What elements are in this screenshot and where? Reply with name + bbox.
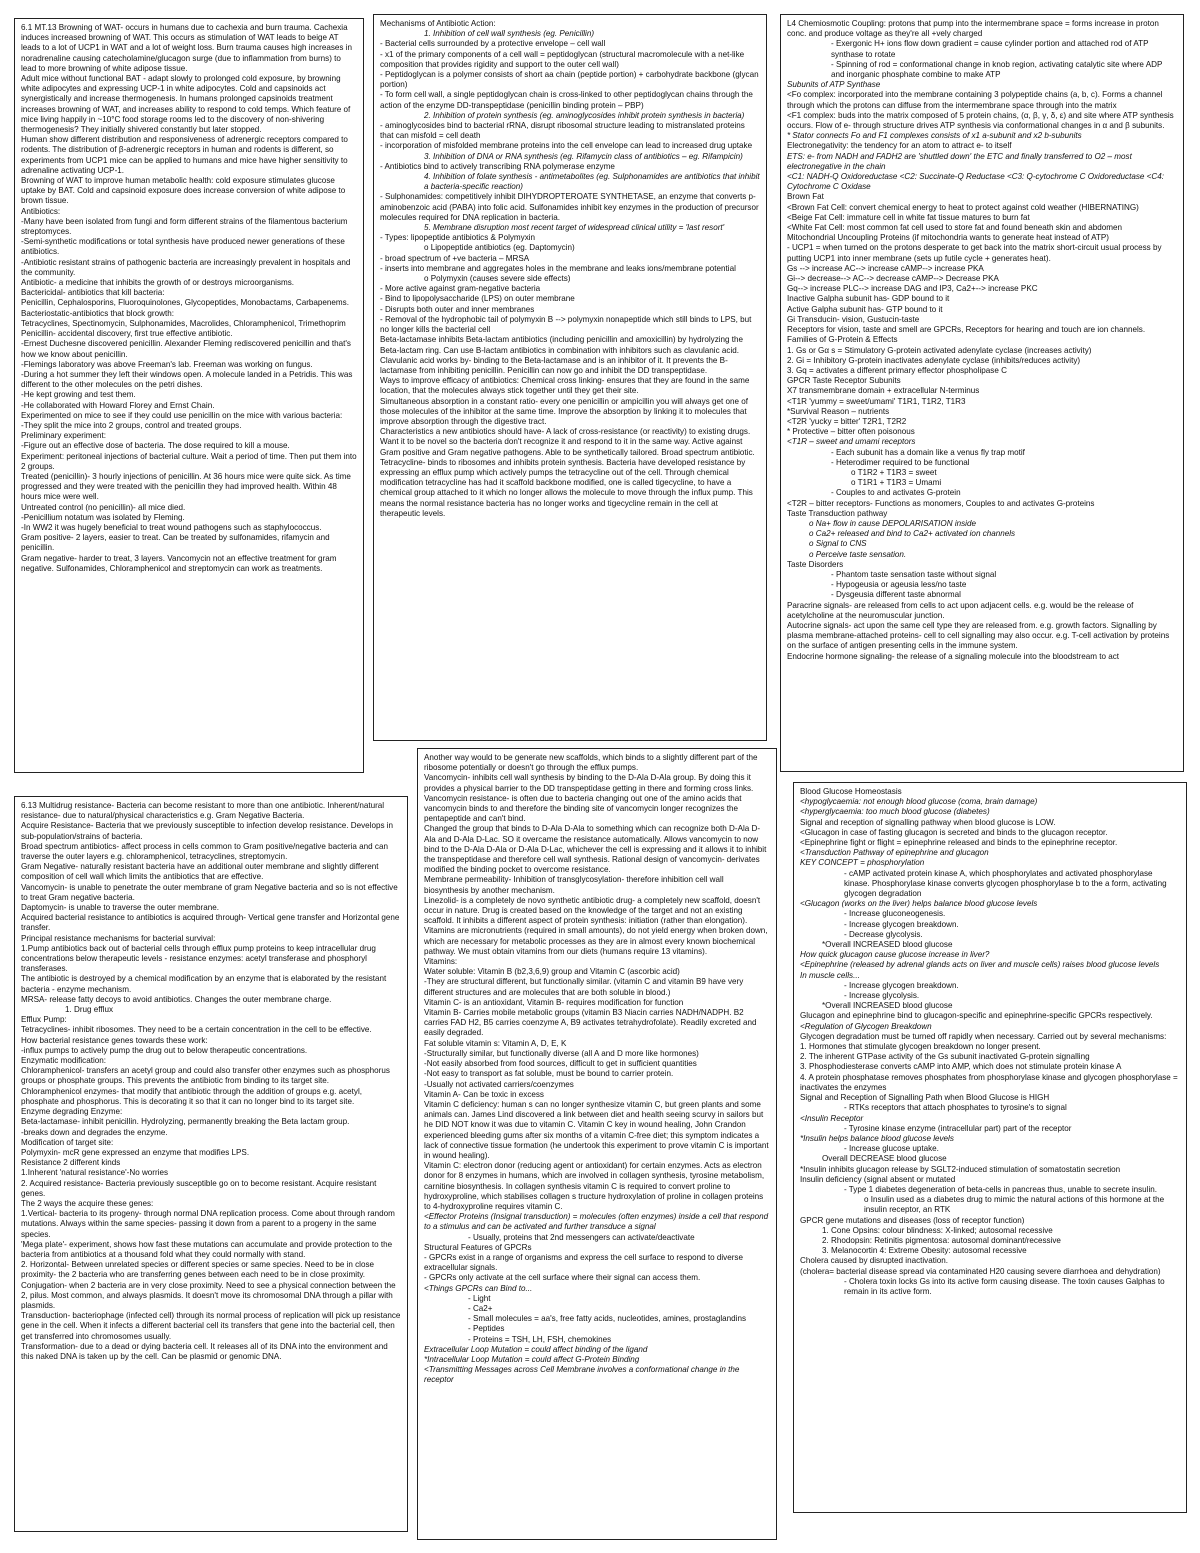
note-line: Gs --> increase AC--> increase cAMP--> increase PKA [787, 263, 984, 273]
note-line: - Increase glycolysis. [844, 991, 920, 1001]
note-line: Characteristics a new antibiotics should have- A lack of cross-resistance (or reactivity) to existing drugs. Want it to be novel so the bacteria don't recognize it and respond to it in the same way. Active against Gram positive and Gram negative pathogens. Able to be synthetically tailored. Broad spectrum antibiotic. [380, 427, 755, 457]
note-line: Transformation- due to a dead or dying bacteria cell. It releases all of its DNA into the environment and this naked DNA is taken up by the cell. Can be plasmid or genomic DNA. [21, 1341, 388, 1361]
notes-box-antibiotics-browning [14, 18, 364, 773]
note-line: Enzymatic modification: [21, 1056, 107, 1066]
note-line: - Increase glucose uptake. [844, 1144, 939, 1154]
note-line: <Regulation of Glycogen Breakdown [800, 1021, 932, 1031]
notes-box-chemiosmotic-gpcr [780, 14, 1184, 772]
note-line: <Glucagon in case of fasting glucagon is secreted and binds to the glucagon receptor. [800, 827, 1108, 837]
note-line: -Flemings laboratory was above Freeman's lab. Freeman was working on fungus. [21, 359, 313, 369]
note-line: - Small molecules = aa's, free fatty acids, nucleotides, amines, prostaglandins [468, 1314, 746, 1324]
note-line: - GPCRs exist in a range of organisms and express the cell surface to respond to diverse extracellular signals. [424, 1252, 743, 1273]
note-line: -breaks down and degrades the enzyme. [21, 1127, 168, 1137]
note-line: The antibiotic is destroyed by a chemical modification by an enzyme that is elaborated by the resistant bacteria - enzyme mechanism. [21, 974, 387, 994]
note-line: In muscle cells... [800, 970, 860, 980]
note-line: 2. Inhibition of protein synthesis (eg. aminoglycosides inhibit protein synthesis in bacteria) [424, 110, 745, 120]
note-line: Vitamins: [424, 957, 458, 967]
note-line: 4. A protein phosphatase removes phosphates from phosphorylase kinase and glycogen phosphorylase = inactivates the enzymes [800, 1072, 1178, 1092]
note-line: Principal resistance mechanisms for bacterial survival: [21, 933, 216, 943]
note-line: Vitamin A- Can be toxic in excess [424, 1089, 544, 1099]
note-line: Linezolid- is a completely de novo synthetic antibiotic drug- a completely new scaffold, doesn't occur in nature. Drug is created based on the knowledge of the target and not an existing scaffold. It inhibits a different aspect of protein synthesis: initiation (rather than elongation). [424, 895, 761, 926]
note-line: Tetracycline- binds to ribosomes and inhibits protein synthesis. Bacteria have developed resistance by expressing an efflux pump which actively pumps the tetracycline out of the cell. Through chemical modification tetracycline has had it scaffold backbone modified, one is called tigecycline, to have a chemical group attached to it which no longer allows the molecule to move through the influx pump. This means the normal resistance bacteria has no longer works and tigecycline remain in the cell at therapeutic levels. [380, 457, 753, 518]
note-line: o Lipopeptide antibiotics (eg. Daptomycin) [424, 243, 575, 253]
note-line: -He collaborated with Howard Florey and Ernst Chain. [21, 400, 215, 410]
note-line: - aminoglycosides bind to bacterial rRNA, disrupt ribosomal structure leading to mistranslated proteins that can misfold = cell death [380, 121, 745, 141]
note-line: Conjugation- when 2 bacteria are in very close proximity. Need to see a physical connection between the 2, pilus. Most common, and always plasmids. It doesn't move its chromosomal DNA through a pillar with plasmids. [21, 1280, 396, 1310]
note-line: 3. Gq = activates a different primary effector phospholipase C [787, 365, 1007, 375]
note-line: 1.Vertical- bacteria to its progeny- through normal DNA replication process. Come about through random mutations. Always within the same species- passing it down from a parent to a progeny in the same species. [21, 1209, 395, 1239]
note-line: Vancomycin- inhibits cell wall synthesis by binding to the D-Ala D-Ala group. By doing this it provides a physical barrier to the DD transpeptidase getting in there and forming cross links. [424, 773, 754, 793]
note-line: * Stator connects Fo and F1 complexes consists of x1 a-subunit and x2 b-subunits [787, 131, 1082, 141]
note-line: -influx pumps to actively pump the drug out to below therapeutic concentrations. [21, 1045, 308, 1055]
note-line: -He kept growing and test them. [21, 390, 136, 400]
box-content [787, 19, 1177, 662]
note-line: Insulin deficiency (signal absent or mutated [800, 1174, 956, 1184]
note-line: Extracellular Loop Mutation = could affect binding of the ligand [424, 1344, 648, 1354]
note-line: -Antibiotic resistant strains of pathogenic bacteria are increasingly prevalent in hospitals and the community. [21, 257, 351, 277]
note-line: - To form cell wall, a single peptidoglycan chain is cross-linked to other peptidoglycan chains through the action of the enzyme DD-transpeptidase (penicillin binding protein – PBP) [380, 90, 753, 110]
note-line: Experiment: peritoneal injections of bacterial culture. Wait a period of time. Then put them into 2 groups. [21, 451, 357, 471]
note-line: Human show different distribution and responsiveness of adrenergic receptors compared to rodents. The distribution of β-adrenergic receptors in human and rodents is different, so experiments from UCP1 mice can be applied to humans and mice have higher sensitivity to adrenaline activating UCP-1. [21, 135, 348, 175]
note-line: - Spinning of rod = conformational change in knob region, activating catalytic site where ADP and inorganic phosphate combine to make ATP [831, 59, 1163, 80]
note-line: - Type 1 diabetes degeneration of beta-cells in pancreas thus, unable to secrete insulin. [844, 1184, 1158, 1194]
note-line: - Ca2+ [468, 1303, 493, 1313]
note-line: Transduction- bacteriophage (infected cell) through its normal process of replication will pick up resistance gene in the cell. When it infects a different bacterial cell its transfers that gene into the bacterial cell, then get transferred into chromosomes usually. [21, 1311, 401, 1341]
note-line: Gq--> increase PLC--> increase DAG and IP3, Ca2+--> increase PKC [787, 284, 1038, 294]
note-line: Mechanisms of Antibiotic Action: [380, 19, 496, 28]
note-line: Beta-lactamase- inhibit penicillin. Hydrolyzing, permanently breaking the Beta lactam group. [21, 1117, 350, 1127]
note-line: Tetracyclines, Spectinomycin, Sulphonamides, Macrolides, Chloramphenicol, Trimethoprim [21, 318, 346, 328]
note-line: 1. Drug efflux [65, 1005, 113, 1015]
note-line: - Hypogeusia or ageusia less/no taste [831, 580, 967, 590]
note-line: <Fo complex: incorporated into the membrane containing 3 polypeptide chains (a, b, c). Forms a channel through which the protons can diffuse from the intermembrane space through into the matrix [787, 90, 1163, 110]
note-line: 3. Phosphodiesterase converts cAMP into AMP, which does not stimulate protein kinase A [800, 1062, 1122, 1072]
note-line: Polymyxin- mcR gene expressed an enzyme that modifies LPS. [21, 1147, 250, 1157]
note-line: -In WW2 it was hugely beneficial to treat wound pathogens such as staphylococcus. [21, 522, 322, 532]
note-line: <hypoglycaemia: not enough blood glucose (coma, brain damage) [800, 797, 1038, 807]
note-line: <Transmitting Messages across Cell Membrane involves a conformational change in the receptor [424, 1365, 740, 1385]
note-line: 6.13 Multidrug resistance- Bacteria can become resistant to more than one antibiotic. Inherent/natural resistance- due to natural/physical characteristics e.g. Gram Negative Bacteria. [21, 801, 385, 821]
note-line: - incorporation of misfolded membrane proteins into the cell envelope can lead to increased drug uptake [380, 141, 753, 151]
note-line: Ways to improve efficacy of antibiotics: Chemical cross linking- ensures that they are found in the same location, that the molecules always stick together until they get their site. [380, 376, 750, 396]
note-line: - Usually, proteins that 2nd messengers can activate/deactivate [468, 1232, 695, 1242]
box-content [424, 753, 770, 1386]
note-line: <T2R – bitter receptors- Functions as monomers, Couples to and activates G-proteins [787, 498, 1095, 508]
note-line: Bactericidal- antibiotics that kill bacteria: [21, 288, 165, 298]
note-line: 1. Cone Opsins: colour blindness: X-linked; autosomal recessive [822, 1225, 1053, 1235]
note-line: *Insulin inhibits glucagon release by SGLT2-induced stimulation of somatostatin secretion [800, 1164, 1121, 1174]
note-line: - Bacterial cells surrounded by a protective envelope – cell wall [380, 39, 606, 49]
note-line: <T1R 'yummy = sweet/umami' T1R1, T1R2, T1R3 [787, 396, 966, 406]
note-line: - Increase glycogen breakdown. [844, 980, 959, 990]
note-line: 1.Inherent 'natural resistance'-No worries [21, 1168, 169, 1178]
note-line: Bacteriostatic-antibiotics that block growth: [21, 308, 174, 318]
note-line: Changed the group that binds to D-Ala D-Ala to something which can recognize both D-Ala D-Ala and D-Ala D-Lac. SO it overcame the resistance automatically. Allows vancomycin to now bind to the D-Ala D-Ala or D-Ala D-Lac, whichever the cell is expressing and it allows it to inhibit the transpeptidase and therefore cell wall synthesis. Rational design of vancomycin- derivates modified the binding pocket to overcome resistance. [424, 824, 767, 875]
note-line: <Beige Fat Cell: immature cell in white fat tissue matures to burn fat [787, 212, 1030, 222]
note-line: *Survival Reason – nutrients [787, 406, 890, 416]
note-line: Daptomycin- is unable to traverse the outer membrane. [21, 903, 219, 913]
note-line: - RTKs receptors that attach phosphates to tyrosine's to signal [844, 1103, 1067, 1113]
note-line: Preliminary experiment: [21, 431, 107, 441]
note-line: Gram Negative- naturally resistant bacteria have an additional outer membrane and slightly different composition of cell wall which limits the antibiotics that are effective. [21, 862, 379, 882]
note-line: *Insulin helps balance blood glucose levels [800, 1133, 954, 1143]
note-line: 1.Pump antibiotics back out of bacterial cells through efflux pump proteins to keep intracellular drug concentrations below therapeutic levels - resistance enzymes: acetyl transferase and phosphoryl transferases. [21, 943, 376, 974]
note-line: <Insulin Receptor [800, 1113, 864, 1123]
note-line: Vitamins are micronutrients (required in small amounts), do not yield energy when broken down, which are necessary for metabolic processes as they are in almost every known biochemical pathway. We must obtain vitamins from our diets (humans require 13 vitamins). [424, 926, 768, 956]
note-line: - Increase glycogen breakdown. [844, 919, 959, 929]
note-line: - Bind to lipopolysaccharide (LPS) on outer membrane [380, 294, 575, 304]
note-line: Browning of WAT to improve human metabolic health: cold exposure stimulates glucose uptake by BAT. Cold and capsinoid exposure does increase conversion of white adipose to brown tissue. [21, 176, 346, 206]
note-line: 1. Gs or Gα s = Stimulatory G-protein activated adenylate cyclase (increases activity) [787, 345, 1092, 355]
note-line: The 2 ways the acquire these genes: [21, 1198, 154, 1208]
note-line: -Not easy to transport as fat soluble, must be bound to carrier protein. [424, 1069, 674, 1079]
note-line: Taste Disorders [787, 559, 844, 569]
note-line: o T1R2 + T1R3 = sweet [851, 467, 937, 477]
note-line: GPCR gene mutations and diseases (loss of receptor function) [800, 1215, 1025, 1225]
note-line: 2. The inherent GTPase activity of the Gs subunit inactivated G-protein signalling [800, 1052, 1090, 1062]
note-line: o Na+ flow in cause DEPOLARISATION inside [809, 518, 976, 528]
note-line: Chloramphenicol enzymes- that modify that antibiotic through the addition of groups e.g. acetyl, phosphate and phosphorus. This is decorating it so that it can no longer bind to its target site. [21, 1086, 363, 1106]
note-line: - Sulphonamides: competitively inhibit DIHYDROPTEROATE SYNTHETASE, an enzyme that converts p-aminobenzoic acid (PABA) into folic acid. Sulfonamides inhibit key enzymes in the production of precursor molecules required for DNA replication in bacteria. [380, 192, 759, 222]
note-line: KEY CONCEPT = phosphorylation [800, 858, 925, 868]
note-line: Taste Transduction pathway [787, 508, 888, 518]
note-line: Fat soluble vitamin s: Vitamin A, D, E, K [424, 1038, 567, 1048]
note-line: Overall DECREASE blood glucose [822, 1154, 947, 1164]
note-line: 3. Inhibition of DNA or RNA synthesis (eg. Rifamycin class of antibiotics – eg. Rifampicin) [424, 151, 743, 161]
note-line: -They are structural different, but functionally similar. (vitamin C and vitamin B9 have very different structures and are molecules that are both soluble in blood.) [424, 977, 744, 997]
note-line: - Couples to and activates G-protein [831, 488, 961, 498]
note-line: o Signal to CNS [809, 539, 867, 549]
note-line: - Decrease glycolysis. [844, 929, 923, 939]
note-line: - More active against gram-negative bacteria [380, 284, 541, 294]
note-line: 'Mega plate'- experiment, shows how fast these mutations can accumulate and provide protection to the bacteria from antibiotics at a thousand fold what they could normally with stand. [21, 1239, 393, 1259]
note-line: Adult mice without functional BAT - adapt slowly to prolonged cold exposure, by browning white adipocytes and expressing UCP-1 in white adipocytes. Cold and capsinoids act synergistically and increase thermogenesis. In humans prolonged capsinoids treatment increases browning of WAT, and increases ability to respond to cold temps. Which feature of mice living happily in ~10°C food storage rooms led to the discovery of non-shivering thermogenesis? They initially shivered constantly but later stopped. [21, 74, 351, 135]
note-line: Acquire Resistance- Bacteria that we previously susceptible to infection develop resistance. Develops in sub-population/strains of bacteria. [21, 821, 394, 841]
note-line: Gi Transducin- vision, Gustucin-taste [787, 314, 920, 324]
note-line: Signal and reception of signalling pathway when blood glucose is LOW. [800, 817, 1056, 827]
note-line: <Things GPCRs can Bind to... [424, 1283, 533, 1293]
note-line: 2. Rhodopsin: Retinitis pigmentosa: autosomal dominant/recessive [822, 1235, 1061, 1245]
note-line: - Disrupts both outer and inner membranes [380, 304, 535, 314]
notes-box-multidrug-resistance [14, 796, 408, 1532]
note-line: Vitamin C: electron donor (reducing agent or antioxidant) for certain enzymes. Acts as electron donor for 8 enzymes in humans, which are involved in collagen synthesis, tyrosine metabolism, carnitine biosynthesis. In collagen synthesis vitamin C is required to convert proline to hydroxyproline, which stabilises collagen s tructure hydroxylation of proline in collagen proteins to 4-hydroxyproline requires vitamin C. [424, 1161, 765, 1211]
note-line: Active Galpha subunit has- GTP bound to it [787, 304, 943, 314]
note-line: 1. Inhibition of cell wall synthesis (eg. Penicillin) [424, 29, 595, 39]
note-line: - x1 of the primary components of a cell wall = peptidoglycan (structural macromolecule with a net-like composition that provides rigidity and support to the outer cell wall) [380, 49, 745, 69]
note-line: <Glucagon (works on the liver) helps balance blood glucose levels [800, 899, 1038, 909]
box-content [21, 801, 401, 1362]
note-line: - GPCRs only activate at the cell surface where their signal can access them. [424, 1273, 701, 1283]
note-line: - inserts into membrane and aggregates holes in the membrane and leaks ions/membrane potential [380, 263, 736, 273]
note-line: Treated (penicillin)- 3 hourly injections of penicillin. At 36 hours mice were quite sick. As time progressed and they were treated with the penicillin they had improved health. Within 48 hours mice were well. [21, 471, 351, 502]
note-line: o Ca2+ released and bind to Ca2+ activated ion channels [809, 529, 1016, 539]
note-line: X7 transmembrane domain + extracellular N-terminus [787, 386, 980, 396]
note-line: Experimented on mice to see if they could use penicillin on the mice with various bacteria: [21, 410, 343, 420]
note-line: <Epinephrine fight or flight = epinephrine released and binds to the epinephrine receptor. [800, 838, 1118, 848]
note-line: - broad spectrum of +ve bacteria – MRSA [380, 253, 530, 263]
note-line: -Ernest Duchesne discovered penicillin. Alexander Fleming rediscovered penicillin and that's how we know about penicillin. [21, 339, 351, 359]
note-line: Beta-lactamase inhibits Beta-lactam antibiotics (including penicillin and amoxicillin) by hydrolyzing the Beta-lactam ring. Can use B-lactam antibiotics in combination with inhibitors such as clavulanic acid. [380, 335, 744, 355]
note-line: o Insulin used as a diabetes drug to mimic the natural actions of this hormone at the insulin receptor, an RTK [864, 1195, 1165, 1215]
box-content [800, 787, 1180, 1297]
note-line: - Exergonic H+ ions flow down gradient = cause cylinder portion and attached rod of ATP synthase to rotate [831, 39, 1149, 59]
note-line: Untreated control (no penicillin)- all mice died. [21, 502, 186, 512]
note-line: - Each subunit has a domain like a venus fly trap motif [831, 447, 1025, 457]
note-line: Mitochondrial Uncoupling Proteins (if mitochondria wants to generate heat instead of ATP) [787, 233, 1109, 243]
note-line: How quick glucagon cause glucose increase in liver? [800, 950, 990, 960]
note-line: <T2R 'yucky = bitter' T2R1, T2R2 [787, 416, 907, 426]
note-line: 2. Acquired resistance- Bacteria previously susceptible go on to become resistant. Acquire resistant genes. [21, 1178, 377, 1198]
note-line: Vancomycin resistance- is often due to bacteria changing out one of the amino acids that vancomycin binds to and therefore the binding site of vancomycin longer recognizes the pentapeptide and can't bind. [424, 793, 742, 824]
note-line: Simultaneous absorption in a constant ratio- every one penicillin or ampicillin you will always get one of those molecules of the inhibitor at the same time. Improve the absorption by linking it to molecules that improve absorption through the digestive tract. [380, 396, 749, 426]
note-line: Receptors for vision, taste and smell are GPCRs, Receptors for hearing and touch are ion channels. Families of G-Protein & Effects [787, 325, 1146, 345]
note-line: Inactive Galpha subunit has- GDP bound to it [787, 294, 950, 304]
note-line: Endocrine hormone signaling- the release of a signaling molecule into the bloodstream to act [787, 651, 1120, 661]
note-line: Vancomycin- is unable to penetrate the outer membrane of gram Negative bacteria and so is not effective to treat Gram negative bacteria. [21, 882, 398, 902]
note-line: * Protective – bitter often poisonous [787, 427, 915, 437]
note-line: <hyperglycaemia: too much blood glucose (diabetes) [800, 807, 990, 817]
notes-box-vancomycin-vitamins [417, 748, 777, 1540]
note-line: *Intracellular Loop Mutation = could affect G-Protein Binding [424, 1354, 640, 1364]
note-line: Antibiotics: [21, 206, 61, 216]
note-line: o T1R1 + T1R3 = Umami [851, 478, 942, 488]
note-line: Brown Fat [787, 192, 824, 202]
note-line: (cholera= bacterial disease spread via contaminated H20 causing severe diarrhoea and dehydration) [800, 1266, 1161, 1276]
note-line: -Penicillium notatum was isolated by Fleming. [21, 512, 185, 522]
note-line: *Overall INCREASED blood glucose [822, 1001, 953, 1011]
note-line: - Types: lipopeptide antibiotics & Polymyxin [380, 233, 536, 243]
box-content [21, 23, 357, 574]
note-line: -Structurally similar, but functionally diverse (all A and D more like hormones) [424, 1048, 699, 1058]
note-line: Broad spectrum antibiotics- affect process in cells common to Gram positive/negative bacteria and can traverse the outer layers e.g. chloramphenicol, tetracyclines, streptomycin. [21, 841, 388, 862]
note-line: <T1R – sweet and umami receptors [787, 437, 916, 447]
note-line: Antibiotic- a medicine that inhibits the growth of or destroys microorganisms. [21, 278, 295, 288]
note-line: 3. Melanocortin 4: Extreme Obesity: autosomal recessive [822, 1246, 1027, 1256]
note-line: Gram negative- harder to treat, 3 layers. Vancomycin not an effective treatment for gram negative. Sulfonamides, Chloramphenicol and streptomycin can work as treatments. [21, 553, 337, 573]
note-line: 2. Horizontal- Between unrelated species or different species or same species. Need to be in close proximity- the 2 bacteria who are transferring genes between each need to be in close proximity. [21, 1260, 375, 1280]
note-line: - Heterodimer required to be functional [831, 457, 970, 467]
note-line: Structural Features of GPCRs [424, 1242, 532, 1252]
note-line: - cAMP activated protein kinase A, which phosphorylates and activated phosphorylase kinase. Phosphorylase kinase converts glycogen phosphorylase b to the a form, activating glycogen degradation [844, 868, 1167, 899]
note-line: Glucagon and epinephrine bind to glucagon-specific and epinephrine-specific GPCRs respectively. [800, 1011, 1153, 1021]
note-line: Resistance 2 different kinds [21, 1158, 121, 1168]
note-line: Penicillin, Cephalosporins, Fluoroquinolones, Glycopeptides, Monobactams, Carbapenems. [21, 298, 349, 308]
note-line: - Dysgeusia different taste abnormal [831, 590, 961, 600]
note-line: *Overall INCREASED blood glucose [822, 940, 953, 950]
note-line: - UCP1 = when turned on the protons desperate to get back into the matrix short-circuit usual process by putting UCP1 into inner membrane (sets up futile cycle + generates heat). [787, 243, 1162, 263]
note-line: How bacterial resistance genes towards these work: [21, 1035, 208, 1045]
note-line: - Peptidoglycan is a polymer consists of short aa chain (peptide portion) + carbohydrate backbone (glycan portion) [380, 70, 759, 90]
note-line: <C1: NADH-Q Oxidoreductase <C2: Succinate-Q Reductase <C3: Q-cytochrome C Oxidoreductase <C4: Cytochrome C Oxidase [787, 172, 1164, 192]
note-line: -Figure out an effective dose of bacteria. The dose required to kill a mouse. [21, 441, 290, 451]
note-line: Chloramphenicol- transfers an acetyl group and could also transfer other enzymes such as phosphorus groups or phosphate groups. This prevents the antibiotic from binding to its target site. [21, 1066, 390, 1086]
note-line: 1. Hormones that stimulate glycogen breakdown no longer present. [800, 1042, 1041, 1052]
note-line: - Tyrosine kinase enzyme (intracellular part) part of the receptor [844, 1123, 1072, 1133]
note-line: -Many have been isolated from fungi and form different strains of the filamentous bacterium streptomyces. [21, 216, 348, 237]
box-content [380, 19, 760, 519]
note-line: <Epinephrine (released by adrenal glands acts on liver and muscle cells) raises blood glucose levels [800, 960, 1160, 970]
note-line: Gram positive- 2 layers, easier to treat. Can be treated by sulfonamides, rifamycin and penicillin. [21, 533, 330, 553]
note-line: Water soluble: Vitamin B (b2,3,6,9) group and Vitamin C (ascorbic acid) [424, 967, 680, 977]
note-line: <White Fat Cell: most common fat cell used to store fat and found beneath skin and abdomen [787, 223, 1122, 233]
note-line: L4 Chemiosmotic Coupling: protons that pump into the intermembrane space = forms increase in proton conc. and produce voltage as they're all +vely charged [787, 19, 1159, 39]
note-line: ETS: e- from NADH and FADH2 are 'shuttled down' the ETC and finally transferred to O2 – most electronegative in the chain [787, 151, 1132, 171]
note-line: - Antibiotics bind to actively transcribing RNA polymerase enzyme [380, 161, 615, 171]
note-line: Penicillin- accidental discovery, first true effective antibiotic. [21, 329, 233, 339]
note-line: Glycogen degradation must be turned off rapidly when necessary. Carried out by several mechanisms: [800, 1031, 1167, 1041]
note-line: Vitamin C- is an antioxidant, Vitamin B- requires modification for function [424, 997, 684, 1007]
note-line: Signal and Reception of Signalling Path when Blood Glucose is HIGH [800, 1093, 1050, 1103]
note-line: Vitamin B- Carries mobile metabolic groups (vitamin B3 Niacin carries NADH/NADPH. B2 carries FAD H2, B5 carries coenzyme A, B9 activates tetrahydrofolate). Readily excreted and easily degraded. [424, 1008, 757, 1038]
note-line: Enzyme degrading Enzyme: [21, 1107, 123, 1117]
note-line: Blood Glucose Homeostasis [800, 787, 902, 796]
note-line: Modification of target site: [21, 1137, 114, 1147]
note-line: Tetracyclines- inhibit ribosomes. They need to be a certain concentration in the cell to be effective. [21, 1025, 372, 1035]
note-line: Acquired bacterial resistance to antibiotics is acquired through- Vertical gene transfer and Horizontal gene transfer. [21, 913, 400, 933]
note-line: Electronegativity: the tendency for an atom to attract e- to itself [787, 141, 1012, 151]
note-line: - Removal of the hydrophobic tail of polymyxin B --> polymyxin nonapeptide which still binds to LPS, but no longer kills the bacterial cell [380, 314, 752, 335]
note-line: - Phantom taste sensation taste without signal [831, 569, 997, 579]
note-line: 5. Membrane disruption most recent target of widespread clinical utility = 'last resort' [424, 223, 725, 233]
note-line: -Not easily absorbed from food sources, difficult to get in sufficient quantities [424, 1059, 697, 1069]
note-line: MRSA- release fatty decoys to avoid antibiotics. Changes the outer membrane charge. [21, 994, 332, 1004]
note-line: - Cholera toxin locks Gs into its active form causing disease. The toxin causes Galphas to remain in its active form. [844, 1276, 1165, 1296]
note-line: o Perceive taste sensation. [809, 549, 907, 559]
note-line: - Increase gluconeogenesis. [844, 909, 946, 919]
note-line: Cholera caused by disrupted inactivation. [800, 1256, 949, 1266]
note-line: Gi--> decrease--> AC--> decrease cAMP--> Decrease PKA [787, 274, 999, 284]
note-line: 4. Inhibition of folate synthesis - antimetabolites (eg. Sulphonamides are antibiotics that inhibit a bacteria-specific reaction) [424, 172, 760, 192]
note-line: -During a hot summer they left their windows open. A molecule landed in a Petridis. This was different to the other molecules on the petri dishes. [21, 369, 353, 390]
notes-box-blood-glucose [793, 782, 1187, 1513]
note-line: GPCR Taste Receptor Subunits [787, 376, 901, 386]
note-line: Another way would to be generate new scaffolds, which binds to a slightly different part of the ribosome potentially or doesn't go through the efflux pumps. [424, 753, 758, 773]
note-line: Subunits of ATP Synthase [787, 80, 881, 90]
note-line: 2. Gi = Inhibitory G-protein inactivates adenylate cyclase (inhibits/reduces activity) [787, 355, 1081, 365]
note-line: Efflux Pump: [21, 1015, 67, 1025]
note-line: <Transduction Pathway of epinephrine and glucagon [800, 848, 989, 858]
notes-box-antibiotic-mechanisms [373, 14, 767, 741]
note-line: -Usually not activated carriers/coenzymes [424, 1079, 574, 1089]
note-line: - Light [468, 1293, 491, 1303]
note-line: - Peptides [468, 1324, 505, 1334]
note-line: <F1 complex: buds into the matrix composed of 5 protein chains, (α, β, γ, δ, ε) and site where ATP synthesis occurs. Flow of e- through structure drives ATP synthesis via conformational changes in α and β subunits. [787, 110, 1174, 131]
note-line: -Semi-synthetic modifications or total synthesis have produced newer generations of these antibiotics. [21, 237, 345, 257]
note-line: - Proteins = TSH, LH, FSH, chemokines [468, 1334, 612, 1344]
note-line: Clavulanic acid works by- binding to the Beta-lactamase and is an inhibitor of it. It prevents the B-lactamase from inhibiting penicillin. Penicillin can now go and inhibit the DD transpeptidase. [380, 355, 728, 375]
note-line: -They split the mice into 2 groups, control and treated groups. [21, 420, 242, 430]
note-line: o Polymyxin (causes severe side effects) [424, 274, 571, 284]
note-line: Vitamin C deficiency: human s can no longer synthesize vitamin C, but green plants and some animals can. James Lind discovered a link between diet and health seeing scurvy in sailors but he DID NOT know it was due to vitamin C. Vitamin C key in wound healing, John Crandon experienced bleeding gums after six months of a vitamin C-free diet; this symptom indicates a lack of connective tissue formation (he undertook this experiment to prove vitamin C is important in wound healing). [424, 1099, 769, 1160]
note-line: <Brown Fat Cell: convert chemical energy to heat to protect against cold weather (HIBERNATING) [787, 202, 1139, 212]
note-line: Membrane permeability- Inhibition of transglycosylation- therefore inhibition cell wall biosynthesis by another mechanism. [424, 875, 724, 895]
note-line: 6.1 MT.13 Browning of WAT- occurs in humans due to cachexia and burn trauma. Cachexia induces increased browning of WAT. This occurs as stimulation of WAT leads to beige AT leads to a lot of UCP1 in WAT and a lot of weight loss. Burn trauma causes high increases in noradrenaline causing catecholamine/glucagon surge (due to inflammation from burns) to lead to more browning of white adipose tissue. [21, 23, 352, 73]
note-line: Autocrine signals- act upon the same cell type they are released from. e.g. growth factors. Signalling by plasma membrane-attached proteins- cell to cell signalling may also occur. e.g. T-cell activation by proteins on the surface of antigen presenting cells in the immune system. [787, 620, 1170, 651]
note-line: Paracrine signals- are released from cells to act upon adjacent cells. e.g. would be the release of acetylcholine at the neuromuscular junction. [787, 600, 1134, 620]
note-line: <Effector Proteins (Insignal transduction) = molecules (often enzymes) inside a cell that respond to a stimulus and can be activated and further transduce a signal [424, 1212, 769, 1232]
